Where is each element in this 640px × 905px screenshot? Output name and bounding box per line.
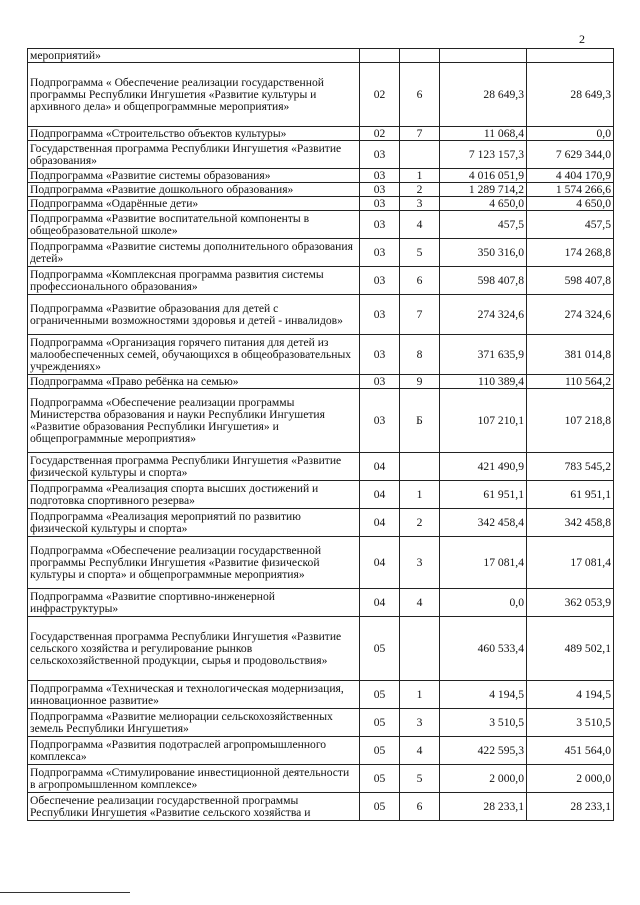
amount-year2-cell: 4 194,5 bbox=[527, 681, 614, 709]
subprogram-code-cell: 2 bbox=[400, 183, 440, 197]
amount-year1-cell: 4 650,0 bbox=[440, 197, 527, 211]
amount-year2-cell: 1 574 266,6 bbox=[527, 183, 614, 197]
table-row bbox=[28, 335, 614, 375]
subprogram-code-cell bbox=[400, 49, 440, 63]
row-name-cell: Государственная программа Республики Ингушетия «Развитие образования» bbox=[28, 141, 360, 169]
amount-year1-cell: 460 533,4 bbox=[440, 617, 527, 681]
subprogram-code-cell: 1 bbox=[400, 681, 440, 709]
amount-year2-cell: 110 564,2 bbox=[527, 375, 614, 389]
amount-year1-cell: 422 595,3 bbox=[440, 737, 527, 765]
amount-year2-cell: 7 629 344,0 bbox=[527, 141, 614, 169]
row-name-cell: Подпрограмма «Развитие спортивно-инженерной инфраструктуры» bbox=[28, 589, 360, 617]
table-row bbox=[28, 453, 614, 481]
row-name-cell: Подпрограмма «Стимулирование инвестиционной деятельности в агропромышленном комплексе» bbox=[28, 765, 360, 793]
section-code-cell: 05 bbox=[360, 681, 400, 709]
table-row bbox=[28, 63, 614, 127]
amount-year1-cell: 28 649,3 bbox=[440, 63, 527, 127]
amount-year1-cell: 342 458,4 bbox=[440, 509, 527, 537]
amount-year2-cell: 457,5 bbox=[527, 211, 614, 239]
table-row bbox=[28, 127, 614, 141]
section-code-cell: 05 bbox=[360, 793, 400, 821]
amount-year2-cell: 28 649,3 bbox=[527, 63, 614, 127]
amount-year2-cell: 4 650,0 bbox=[527, 197, 614, 211]
section-code-cell: 03 bbox=[360, 295, 400, 335]
amount-year2-cell: 783 545,2 bbox=[527, 453, 614, 481]
amount-year1-cell: 11 068,4 bbox=[440, 127, 527, 141]
table-row bbox=[28, 617, 614, 681]
amount-year1-cell: 7 123 157,3 bbox=[440, 141, 527, 169]
row-name-cell: Подпрограмма « Обеспечение реализации государственной программы Республики Ингушетия «Развитие культуры и архивного дела» и общепрограммные мероприятия» bbox=[28, 63, 360, 127]
amount-year1-cell: 2 000,0 bbox=[440, 765, 527, 793]
row-name-cell: Подпрограмма «Организация горячего питания для детей из малообеспеченных семей, обучающихся в общеобразовательных учреждениях» bbox=[28, 335, 360, 375]
table-row bbox=[28, 239, 614, 267]
amount-year2-cell: 274 324,6 bbox=[527, 295, 614, 335]
page-number: 2 bbox=[579, 32, 585, 46]
row-name-cell: Подпрограмма «Обеспечение реализации государственной программы Республики Ингушетия «Развитие физической культуры и спорта» и общепрограммные мероприятия» bbox=[28, 537, 360, 589]
row-name-cell: Подпрограмма «Обеспечение реализации программы Министерства образования и науки Республики Ингушетия «Развитие образования Республики Ингушетия» и общепрограммные мероприятия» bbox=[28, 389, 360, 453]
subprogram-code-cell: 4 bbox=[400, 737, 440, 765]
amount-year1-cell: 421 490,9 bbox=[440, 453, 527, 481]
row-name-cell: Государственная программа Республики Ингушетия «Развитие физической культуры и спорта» bbox=[28, 453, 360, 481]
section-code-cell: 03 bbox=[360, 183, 400, 197]
subprogram-code-cell: 5 bbox=[400, 765, 440, 793]
section-code-cell: 04 bbox=[360, 481, 400, 509]
table-row bbox=[28, 765, 614, 793]
row-name-cell: Государственная программа Республики Ингушетия «Развитие сельского хозяйства и регулирование рынков сельскохозяйственной продукции, сырья и продовольствия» bbox=[28, 617, 360, 681]
table-row bbox=[28, 537, 614, 589]
amount-year1-cell: 107 210,1 bbox=[440, 389, 527, 453]
amount-year2-cell: 342 458,8 bbox=[527, 509, 614, 537]
row-name-cell: Подпрограмма «Реализация мероприятий по развитию физической культуры и спорта» bbox=[28, 509, 360, 537]
row-name-cell: Подпрограмма «Развитие системы дополнительного образования детей» bbox=[28, 239, 360, 267]
amount-year1-cell: 61 951,1 bbox=[440, 481, 527, 509]
subprogram-code-cell: 2 bbox=[400, 509, 440, 537]
subprogram-code-cell: 6 bbox=[400, 793, 440, 821]
amount-year1-cell: 371 635,9 bbox=[440, 335, 527, 375]
table-row bbox=[28, 793, 614, 821]
amount-year2-cell: 362 053,9 bbox=[527, 589, 614, 617]
subprogram-code-cell: 7 bbox=[400, 295, 440, 335]
amount-year1-cell: 350 316,0 bbox=[440, 239, 527, 267]
row-name-cell: Подпрограмма «Комплексная программа развития системы профессионального образования» bbox=[28, 267, 360, 295]
table-row bbox=[28, 589, 614, 617]
section-code-cell: 03 bbox=[360, 197, 400, 211]
budget-table bbox=[27, 48, 614, 821]
table-row bbox=[28, 389, 614, 453]
section-code-cell: 03 bbox=[360, 141, 400, 169]
subprogram-code-cell: 5 bbox=[400, 239, 440, 267]
footer-divider bbox=[0, 892, 130, 893]
subprogram-code-cell: 6 bbox=[400, 267, 440, 295]
amount-year2-cell: 381 014,8 bbox=[527, 335, 614, 375]
section-code-cell: 05 bbox=[360, 709, 400, 737]
section-code-cell: 04 bbox=[360, 509, 400, 537]
section-code-cell: 04 bbox=[360, 537, 400, 589]
amount-year2-cell: 61 951,1 bbox=[527, 481, 614, 509]
row-name-cell: Подпрограмма «Право ребёнка на семью» bbox=[28, 375, 360, 389]
subprogram-code-cell: 3 bbox=[400, 709, 440, 737]
table-row bbox=[28, 197, 614, 211]
section-code-cell: 02 bbox=[360, 127, 400, 141]
section-code-cell: 03 bbox=[360, 267, 400, 295]
amount-year2-cell: 0,0 bbox=[527, 127, 614, 141]
subprogram-code-cell: 1 bbox=[400, 169, 440, 183]
table-row bbox=[28, 737, 614, 765]
amount-year1-cell: 28 233,1 bbox=[440, 793, 527, 821]
amount-year2-cell: 489 502,1 bbox=[527, 617, 614, 681]
subprogram-code-cell: 8 bbox=[400, 335, 440, 375]
amount-year1-cell: 110 389,4 bbox=[440, 375, 527, 389]
table-row bbox=[28, 375, 614, 389]
subprogram-code-cell bbox=[400, 453, 440, 481]
table-row bbox=[28, 295, 614, 335]
subprogram-code-cell: 7 bbox=[400, 127, 440, 141]
row-name-cell: Подпрограмма «Реализация спорта высших достижений и подготовка спортивного резерва» bbox=[28, 481, 360, 509]
row-name-cell: Подпрограмма «Развитие дошкольного образования» bbox=[28, 183, 360, 197]
row-name-cell: Обеспечение реализации государственной программы Республики Ингушетия «Развитие сельского хозяйства и bbox=[28, 793, 360, 821]
section-code-cell: 03 bbox=[360, 375, 400, 389]
section-code-cell: 05 bbox=[360, 617, 400, 681]
subprogram-code-cell bbox=[400, 141, 440, 169]
table-row bbox=[28, 211, 614, 239]
row-name-cell: Подпрограмма «Развития подотраслей агропромышленного комплекса» bbox=[28, 737, 360, 765]
amount-year1-cell: 4 194,5 bbox=[440, 681, 527, 709]
amount-year1-cell: 17 081,4 bbox=[440, 537, 527, 589]
subprogram-code-cell: 1 bbox=[400, 481, 440, 509]
row-name-cell: Подпрограмма «Развитие образования для детей с ограниченными возможностями здоровья и детей - инвалидов» bbox=[28, 295, 360, 335]
subprogram-code-cell bbox=[400, 617, 440, 681]
row-name-cell: Подпрограмма «Техническая и технологическая модернизация, инновационное развитие» bbox=[28, 681, 360, 709]
subprogram-code-cell: 6 bbox=[400, 63, 440, 127]
section-code-cell: 03 bbox=[360, 335, 400, 375]
amount-year1-cell: 0,0 bbox=[440, 589, 527, 617]
section-code-cell: 05 bbox=[360, 765, 400, 793]
section-code-cell: 03 bbox=[360, 211, 400, 239]
amount-year2-cell: 107 218,8 bbox=[527, 389, 614, 453]
section-code-cell bbox=[360, 49, 400, 63]
amount-year1-cell: 4 016 051,9 bbox=[440, 169, 527, 183]
amount-year2-cell bbox=[527, 49, 614, 63]
section-code-cell: 03 bbox=[360, 239, 400, 267]
section-code-cell: 04 bbox=[360, 589, 400, 617]
table-row bbox=[28, 141, 614, 169]
amount-year1-cell: 3 510,5 bbox=[440, 709, 527, 737]
row-name-cell: Подпрограмма «Развитие системы образования» bbox=[28, 169, 360, 183]
subprogram-code-cell: 4 bbox=[400, 211, 440, 239]
section-code-cell: 02 bbox=[360, 63, 400, 127]
row-name-cell: Подпрограмма «Одарённые дети» bbox=[28, 197, 360, 211]
table-row bbox=[28, 709, 614, 737]
table-row bbox=[28, 481, 614, 509]
table-row bbox=[28, 49, 614, 63]
section-code-cell: 04 bbox=[360, 453, 400, 481]
amount-year1-cell: 457,5 bbox=[440, 211, 527, 239]
amount-year2-cell: 4 404 170,9 bbox=[527, 169, 614, 183]
amount-year1-cell: 274 324,6 bbox=[440, 295, 527, 335]
amount-year1-cell bbox=[440, 49, 527, 63]
amount-year2-cell: 174 268,8 bbox=[527, 239, 614, 267]
row-name-cell: Подпрограмма «Развитие мелиорации сельскохозяйственных земель Республики Ингушетия» bbox=[28, 709, 360, 737]
amount-year2-cell: 3 510,5 bbox=[527, 709, 614, 737]
amount-year2-cell: 598 407,8 bbox=[527, 267, 614, 295]
section-code-cell: 03 bbox=[360, 169, 400, 183]
amount-year1-cell: 598 407,8 bbox=[440, 267, 527, 295]
row-name-cell: Подпрограмма «Развитие воспитательной компоненты в общеобразовательной школе» bbox=[28, 211, 360, 239]
table-row bbox=[28, 681, 614, 709]
subprogram-code-cell: 3 bbox=[400, 537, 440, 589]
amount-year2-cell: 2 000,0 bbox=[527, 765, 614, 793]
amount-year1-cell: 1 289 714,2 bbox=[440, 183, 527, 197]
subprogram-code-cell: 9 bbox=[400, 375, 440, 389]
amount-year2-cell: 17 081,4 bbox=[527, 537, 614, 589]
amount-year2-cell: 451 564,0 bbox=[527, 737, 614, 765]
subprogram-code-cell: Б bbox=[400, 389, 440, 453]
subprogram-code-cell: 4 bbox=[400, 589, 440, 617]
row-name-cell: Подпрограмма «Строительство объектов культуры» bbox=[28, 127, 360, 141]
table-row bbox=[28, 509, 614, 537]
section-code-cell: 03 bbox=[360, 389, 400, 453]
section-code-cell: 05 bbox=[360, 737, 400, 765]
subprogram-code-cell: 3 bbox=[400, 197, 440, 211]
table-row bbox=[28, 183, 614, 197]
row-name-cell: мероприятий» bbox=[28, 49, 360, 63]
amount-year2-cell: 28 233,1 bbox=[527, 793, 614, 821]
table-row bbox=[28, 169, 614, 183]
table-row bbox=[28, 267, 614, 295]
